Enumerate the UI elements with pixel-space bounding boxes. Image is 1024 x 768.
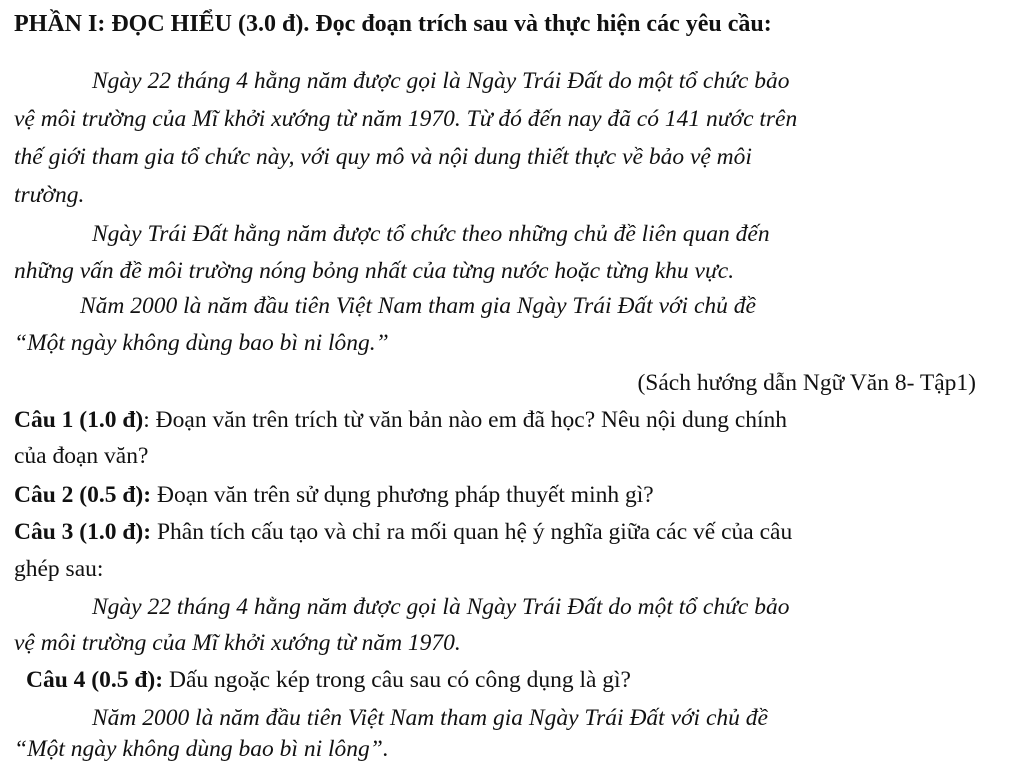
- question-3-text: Phân tích cấu tạo và chỉ ra mối quan hệ ý nghĩa giữa các vế của câu: [151, 519, 793, 545]
- passage-source: (Sách hướng dẫn Ngữ Văn 8- Tập1): [637, 370, 976, 396]
- passage-p2-line2: những vấn đề môi trường nóng bỏng nhất của từng nước hoặc từng khu vực.: [14, 258, 735, 284]
- section-heading: PHẦN I: ĐỌC HIỂU (3.0 đ). Đọc đoạn trích sau và thực hiện các yêu cầu:: [14, 11, 772, 37]
- passage-p3-line1: Năm 2000 là năm đầu tiên Việt Nam tham gia Ngày Trái Đất với chủ đề: [80, 293, 756, 319]
- question-2: [14, 477, 964, 513]
- passage-p1-line2: vệ môi trường của Mĩ khởi xướng từ năm 1970. Từ đó đến nay đã có 141 nước trên: [14, 106, 798, 132]
- question-4-quote-line1: Năm 2000 là năm đầu tiên Việt Nam tham gia Ngày Trái Đất với chủ đề: [92, 705, 768, 731]
- question-4-quote-line2: “Một ngày không dùng bao bì ni lông”.: [14, 736, 389, 762]
- question-2-label: Câu 2 (0.5 đ):: [14, 482, 152, 508]
- question-3-quote-line1: Ngày 22 tháng 4 hằng năm được gọi là Ngày Trái Đất do một tổ chức bảo: [92, 594, 790, 620]
- question-4: [26, 662, 964, 698]
- question-3-line2: ghép sau:: [14, 556, 104, 582]
- question-1-text: : Đoạn văn trên trích từ văn bản nào em đã học? Nêu nội dung chính: [143, 407, 788, 433]
- passage-p3-line2: “Một ngày không dùng bao bì ni lông.”: [14, 330, 389, 356]
- passage-p1-line1: Ngày 22 tháng 4 hằng năm được gọi là Ngày Trái Đất do một tổ chức bảo: [92, 68, 790, 94]
- question-4-text: Dấu ngoặc kép trong câu sau có công dụng là gì?: [163, 667, 631, 693]
- passage-p1-line4: trường.: [14, 182, 85, 208]
- question-3: [14, 514, 964, 550]
- question-1-line2: của đoạn văn?: [14, 443, 149, 469]
- question-2-text: Đoạn văn trên sử dụng phương pháp thuyết minh gì?: [151, 482, 654, 508]
- question-4-label: Câu 4 (0.5 đ):: [26, 667, 164, 693]
- passage-p2-line1: Ngày Trái Đất hằng năm được tổ chức theo những chủ đề liên quan đến: [92, 221, 770, 247]
- passage-p1-line3: thế giới tham gia tổ chức này, với quy mô và nội dung thiết thực về bảo vệ môi: [14, 144, 752, 170]
- question-3-quote-line2: vệ môi trường của Mĩ khởi xướng từ năm 1970.: [14, 630, 461, 656]
- question-1-label: Câu 1 (1.0 đ): [14, 407, 144, 433]
- question-1: [14, 402, 964, 438]
- question-3-label: Câu 3 (1.0 đ):: [14, 519, 152, 545]
